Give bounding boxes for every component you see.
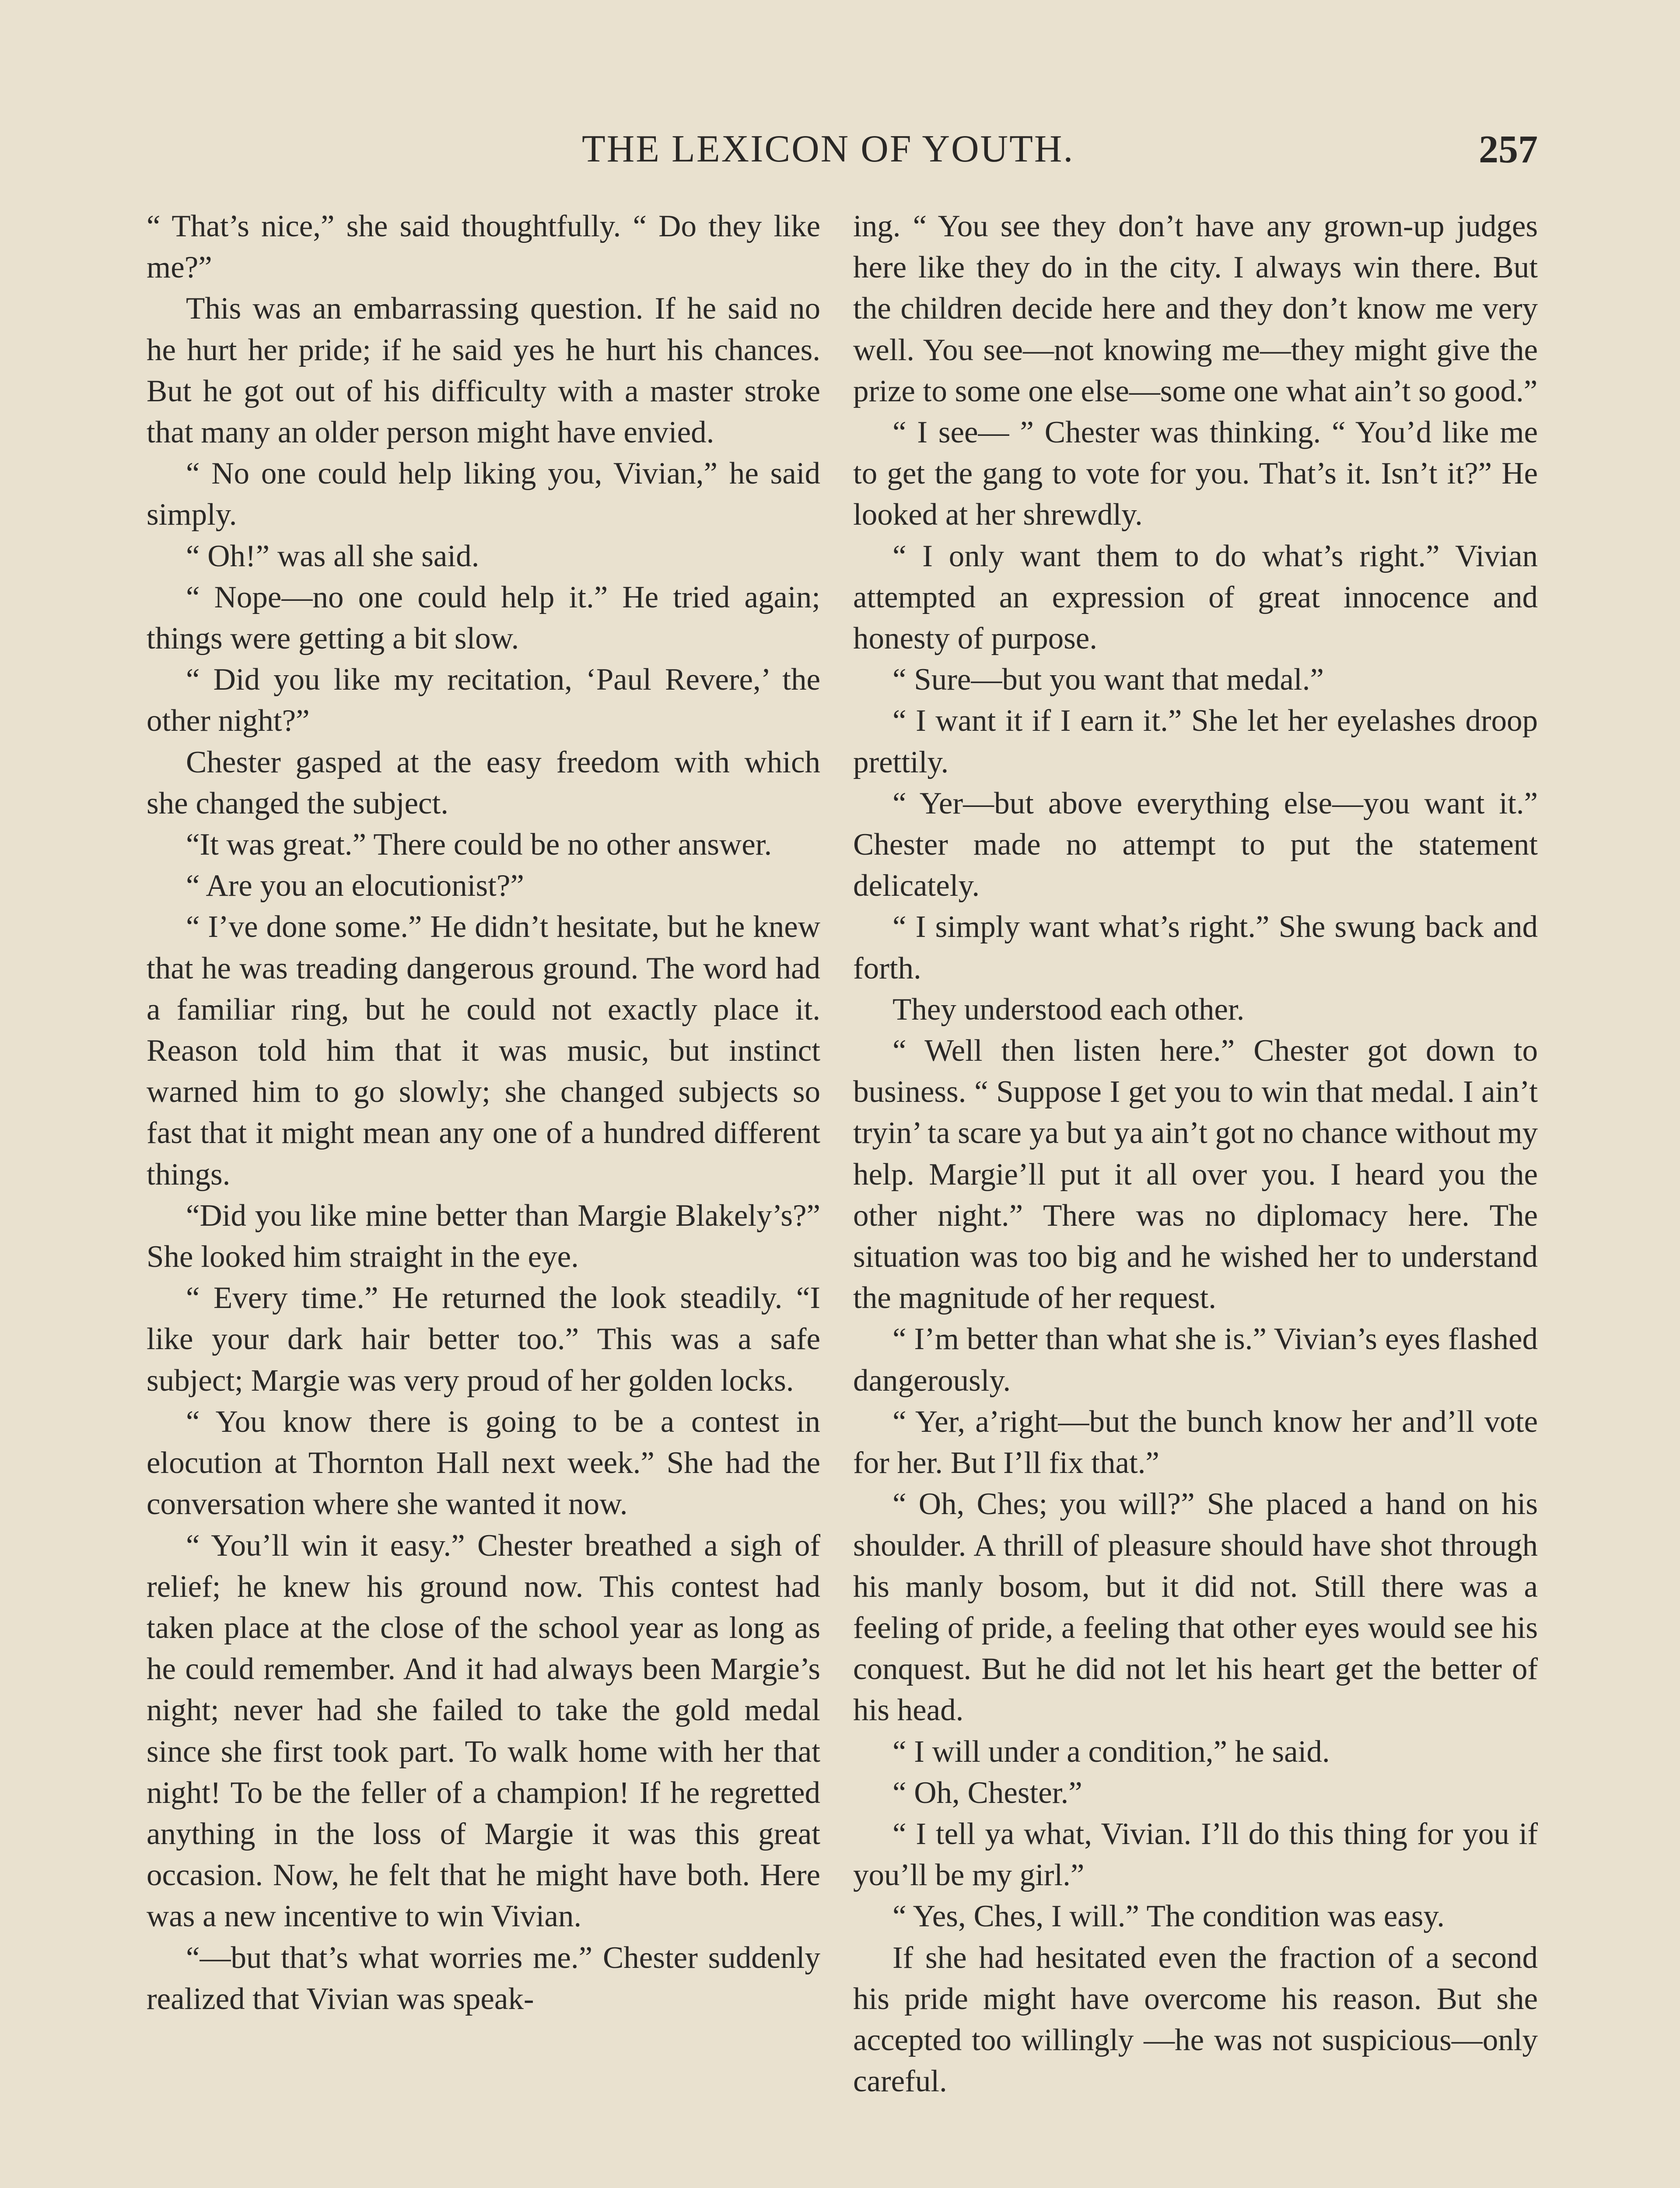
paragraph: They understood each other. <box>892 992 1245 1027</box>
paragraph: “ You know there is going to be a contest in elocution at Thornton Hall next week.” She had the conversation where she wanted it now. <box>147 1404 820 1522</box>
paragraph: If she had hesitated even the fraction of a second his pride might have overcome his reason. But she accepted too willingly —he was not suspicious—only careful. <box>853 1940 1538 2099</box>
running-header-title: THE LEXICON OF YOUTH. <box>582 128 1074 170</box>
paragraph: “It was great.” There could be no other answer. <box>186 828 772 862</box>
paragraph: “ Yer—but above everything else—you want it.” Chester made no attempt to put the statement delicately. <box>853 786 1538 903</box>
paragraph: “ Yer, a’right—but the bunch know her and’ll vote for her. But I’ll fix that.” <box>853 1404 1538 1480</box>
paragraph: “ I see— ” Chester was thinking. “ You’d like me to get the gang to vote for you. That’s it. Isn’t it?” He looked at her shrewdly. <box>853 415 1538 532</box>
paragraph: Chester gasped at the easy freedom with which she changed the subject. <box>147 745 820 820</box>
paragraph: “ I’ve done some.” He didn’t hesitate, but he knew that he was treading dangerous ground. The word had a familiar ring, but he could not exactly place it. Reason told him that it was music, but instinct warned him to go slowly; she changed subjects so fast that it might mean any one of a hundred different things. <box>147 910 820 1192</box>
paragraph: “—but that’s what worries me.” Chester suddenly realized that Vivian was speak- <box>147 1940 820 2016</box>
paragraph: “ Did you like my recitation, ‘Paul Revere,’ the other night?” <box>147 663 820 738</box>
paragraph: “ Well then listen here.” Chester got down to business. “ Suppose I get you to win that medal. I ain’t tryin’ ta scare ya but ya ain’t got no chance without my help. Margie’ll put it all over you. I heard you the other night.” There was no diplomacy here. The situation was too big and he wished her to understand the magnitude of her request. <box>853 1034 1538 1315</box>
paragraph: “ Yes, Ches, I will.” The condition was easy. <box>892 1899 1445 1934</box>
paragraph: “ No one could help liking you, Vivian,” he said simply. <box>147 456 820 532</box>
paragraph: “Did you like mine better than Margie Blakely’s?” She looked him straight in the eye. <box>147 1198 820 1274</box>
paragraph: “ I’m better than what she is.” Vivian’s eyes flashed dangerously. <box>853 1322 1538 1398</box>
paragraph: This was an embarrassing question. If he said no he hurt her pride; if he said yes he hurt his chances. But he got out of his difficulty with a master stroke that many an older person might have envied. <box>147 291 820 450</box>
right-column <box>853 206 1538 2102</box>
paragraph: “ Every time.” He returned the look steadily. “I like your dark hair better too.” This was a safe subject; Margie was very proud of her golden locks. <box>147 1281 820 1398</box>
paragraph: “ Sure—but you want that medal.” <box>892 663 1324 697</box>
paragraph: “ I will under a condition,” he said. <box>892 1734 1330 1769</box>
paragraph: “ Nope—no one could help it.” He tried again; things were getting a bit slow. <box>147 580 820 656</box>
paragraph: “ Oh, Chester.” <box>892 1775 1082 1810</box>
paragraph: “ Oh!” was all she said. <box>186 539 480 573</box>
paragraph: “ Are you an elocutionist?” <box>186 869 524 903</box>
left-column <box>147 206 820 2020</box>
paragraph: “ I want it if I earn it.” She let her eyelashes droop prettily. <box>853 704 1538 779</box>
paragraph: “ I simply want what’s right.” She swung back and forth. <box>853 910 1538 985</box>
paragraph: “ I tell ya what, Vivian. I’ll do this thing for you if you’ll be my girl.” <box>853 1816 1538 1893</box>
page-number: 257 <box>1479 128 1538 171</box>
paragraph: “ Oh, Ches; you will?” She placed a hand on his shoulder. A thrill of pleasure should have shot through his manly bosom, but it did not. Still there was a feeling of pride, a feeling that other eyes would see his conquest. But he did not let his heart get the better of his head. <box>853 1487 1538 1728</box>
paragraph: “ You’ll win it easy.” Chester breathed a sigh of relief; he knew his ground now. This contest had taken place at the close of the school year as long as he could remember. And it had always been Margie’s night; never had she failed to take the gold medal since she first took part. To walk home with her that night! To be the feller of a champion! If he regretted anything in the loss of Margie it was this great occasion. Now, he felt that he might have both. Here was a new incentive to win Vivian. <box>147 1528 820 1934</box>
paragraph: “ That’s nice,” she said thoughtfully. “ Do they like me?” <box>147 209 820 285</box>
paragraph: “ I only want them to do what’s right.” Vivian attempted an expression of great innocence and honesty of purpose. <box>853 539 1538 656</box>
paragraph-continuation: ing. “ You see they don’t have any grown-up judges here like they do in the city. I always win there. But the children decide here and they don’t know me very well. You see—not knowing me—they might give the prize to some one else—some one what ain’t so good.” <box>853 209 1538 408</box>
